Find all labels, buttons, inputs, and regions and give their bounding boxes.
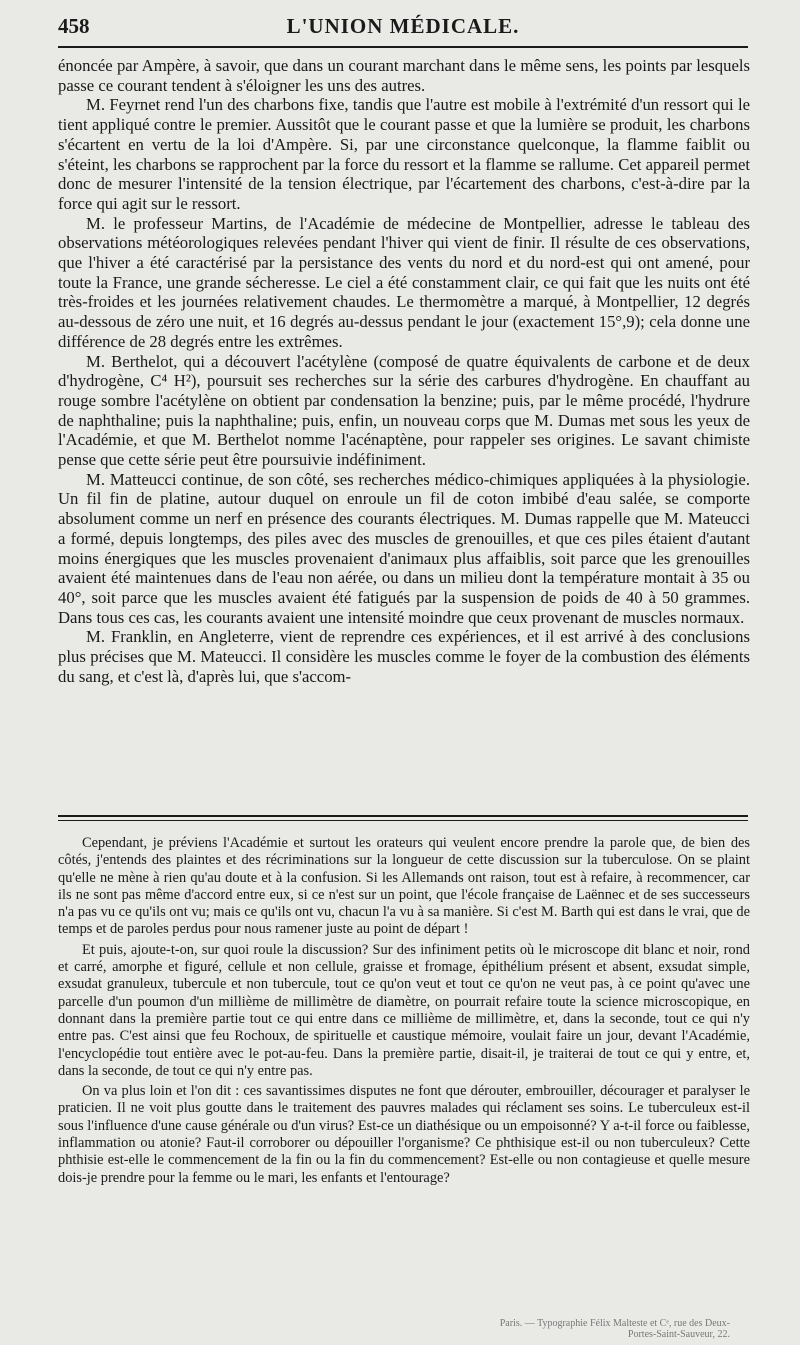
feuilleton-divider — [58, 815, 748, 821]
article-paragraph: énoncée par Ampère, à savoir, que dans un courant marchant dans le même sens, les points par lesquels passe ce courant tendent à s'éloigner les uns des autres. — [58, 56, 750, 95]
feuilleton-paragraph: Cependant, je préviens l'Académie et surtout les orateurs qui veulent encore prendre la parole que, de bien des côtés, j'entends des plaintes et des récriminations sur la longueur de cette discussion sur la tuberculose. On se plaint qu'elle ne mène à rien qu'au doute et à la confusion. Si les Allemands ont raison, tout est à refaire, à recommencer, car ils ne sont pas même d'accord entre eux, si ce n'est sur un point, que l'école française de Laënnec et de ses successeurs n'a pas vu ce qu'ils ont vu; mais ce qu'ils ont vu, chacun l'a vu à sa manière. Si c'est M. Barth qui est dans le vrai, que de temps et de paroles perdus pour nous ramener juste au point de départ ! — [58, 835, 750, 938]
journal-title: L'UNION MÉDICALE. — [286, 14, 520, 38]
printer-imprint: Paris. — Typographie Félix Malteste et Cᵉ, rue des Deux-Portes-Saint-Sauveur, 22. — [499, 1318, 730, 1340]
article-body — [58, 56, 750, 687]
divider-rule-thin — [58, 820, 748, 821]
header-rule — [58, 46, 748, 48]
article-paragraph: M. le professeur Martins, de l'Académie de médecine de Montpellier, adresse le tableau des observations météorologiques relevées pendant l'hiver qui vient de finir. Il résulte de ces observations, que l'hiver a été caractérisé par la persistance des vents du nord et du nord-est qui ont amené, pour toute la France, une grande sécheresse. Le ciel a été constamment clair, ce qui fait que les nuits ont été très-froides et les journées relativement chaudes. Le thermomètre a marqué, à Montpellier, 12 degrés au-dessous de zéro une nuit, et 16 degrés au-dessus pendant le jour (exactement 15°,9); cela donne une différence de 28 degrés entre les extrêmes. — [58, 213, 750, 351]
article-paragraph: M. Matteucci continue, de son côté, ses recherches médico-chimiques appliquées à la physiologie. Un fil fin de platine, autour duquel on enroule un fil de coton imbibé d'eau salée, se comporte absolument comme un nerf en présence des courants électriques. M. Dumas rappelle que M. Mateucci a formé, depuis longtemps, des piles avec des muscles de grenouilles, et que ces piles étaient d'autant moins énergiques que les muscles provenaient d'animaux plus affaiblis, soit parce que les grenouilles avaient été maintenues dans de l'eau non aérée, ou dans un milieu dont la température montait à 35 ou 40°, soit parce que les muscles avaient été fatigués par la suspension de poids de 40 à 50 grammes. Dans tous ces cas, les courants avaient une intensité moindre que ceux provenant de muscles normaux. — [58, 469, 750, 627]
feuilleton-paragraph: On va plus loin et l'on dit : ces savantissimes disputes ne font que dérouter, embrouiller, décourager et paralyser le praticien. Il ne voit plus goutte dans le traitement des pauvres malades qui réclament ses soins. Le tuberculeux est-il sous l'influence d'une cause générale ou d'un virus? Est-ce un diathésique ou un empoisonné? Y a-t-il force ou faiblesse, inflammation ou atonie? Faut-il corroborer ou dépouiller l'organisme? Ce phthisique est-il ou non tuberculeux? Cette phthisie est-elle le commencement de la fin ou la fin du commencement? Est-elle ou non contagieuse et quelle mesure dois-je prendre pour la femme ou le mari, les enfants et l'entourage? — [58, 1083, 750, 1186]
article-paragraph: M. Franklin, en Angleterre, vient de reprendre ces expériences, et il est arrivé à des conclusions plus précises que M. Mateucci. Il considère les muscles comme le foyer de la combustion des éléments du sang, et c'est là, d'après lui, que s'accom- — [58, 627, 750, 686]
running-header — [58, 14, 748, 44]
feuilleton-paragraph: Et puis, ajoute-t-on, sur quoi roule la discussion? Sur des infiniment petits où le microscope dit blanc et noir, rond et carré, amorphe et figuré, cellule et non cellule, graisse et fromage, épithélium présent et absent, exsudat simple, exsudat granuleux, tubercule et non tubercule, tout ce qu'on veut et tout ce qu'on ne veut pas, à ce point qu'avec une parcelle d'un poumon d'un millième de millimètre de diamètre, on pourrait refaire toute la science microscopique, en donnant dans la première partie tout ce qui entre dans ce millième de millimètre, et, dans la seconde, tout ce qui n'y entre pas. C'est ainsi que feu Rochoux, de spirituelle et caustique mémoire, voulait faire un jour, devant l'Académie, l'encyclopédie tout entière avec le pot-au-feu. Dans la première partie, disait-il, je traiterai de tout ce qui y entre, et, dans la seconde, de tout ce qui n'y entre pas. — [58, 941, 750, 1079]
feuilleton-body — [58, 835, 750, 1190]
page-number: 458 — [58, 14, 90, 38]
article-paragraph: M. Berthelot, qui a découvert l'acétylène (composé de quatre équivalents de carbone et de deux d'hydrogène, C⁴ H²), poursuit ses recherches sur la série des carbures d'hydrogène. En chauffant au rouge sombre l'acétylène on obtient par condensation la benzine; puis, par le même procédé, l'hydrure de naphthaline; puis la naphthaline; puis, enfin, un nouveau corps que M. Dumas met sous les yeux de l'Académie, et que M. Berthelot nomme l'acénaptène, pour rappeler ses origines. Le savant chimiste pense que cette série peut être poursuivie indéfiniment. — [58, 351, 750, 470]
article-paragraph: M. Feyrnet rend l'un des charbons fixe, tandis que l'autre est mobile à l'extrémité d'un ressort qui le tient appliqué contre le premier. Aussitôt que le courant passe et que la lumière se produit, les charbons s'écartent en vertu de la loi d'Ampère. Si, par une circonstance quelconque, la flamme faiblit ou s'éteint, les charbons se rapprochent par la force du ressort et la flamme se rallume. Cet appareil permet donc de mesurer l'intensité de la tension électrique, par l'écartement des charbons, c'est-à-dire par la force qui agit sur le ressort. — [58, 95, 750, 213]
